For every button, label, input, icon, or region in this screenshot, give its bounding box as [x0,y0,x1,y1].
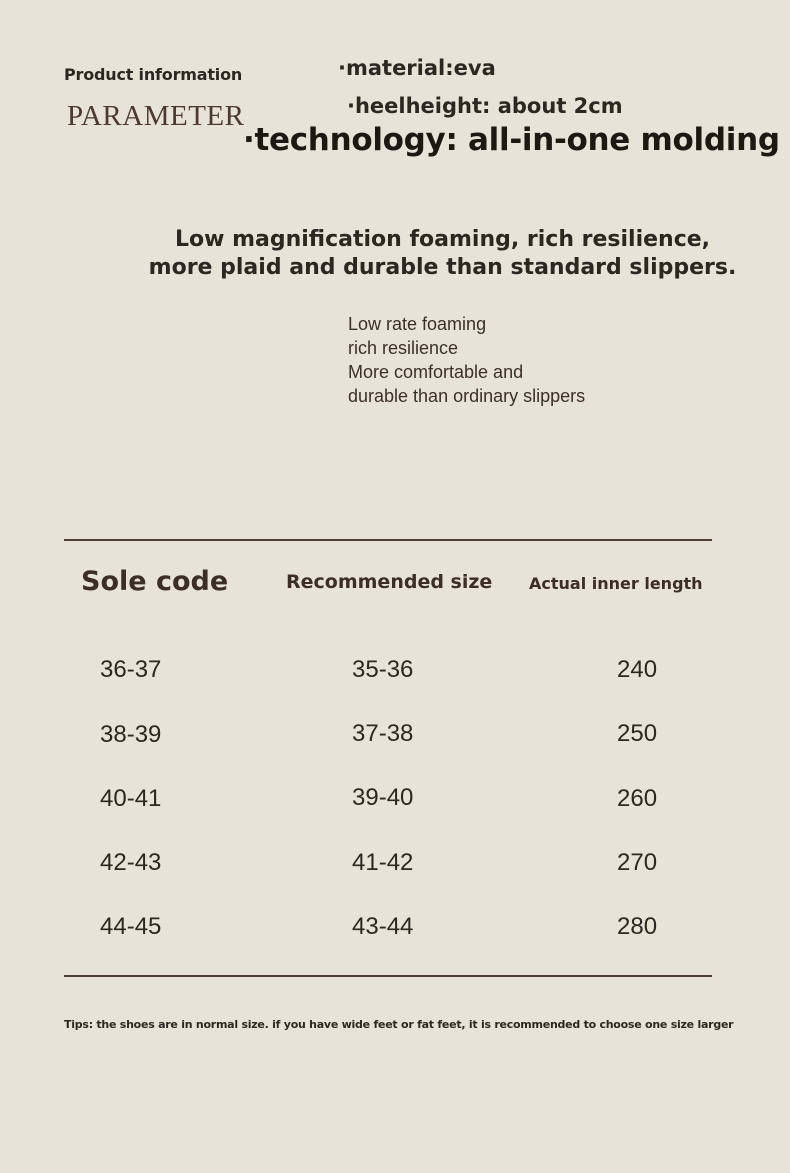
spec-material: ·material:eva [338,56,496,80]
recommended-size-cell: 43-44 [352,913,414,940]
recommended-size-cell: 35-36 [352,656,414,683]
recommended-size-cell: 39-40 [352,784,414,811]
spec-technology: ·technology: all-in-one molding [243,122,780,158]
sole-code-cell: 36-37 [100,656,162,683]
description-line-1: Low rate foaming [348,314,487,334]
header-recommended-size: Recommended size [286,571,493,593]
recommended-size-cell: 41-42 [352,849,414,876]
description [348,312,585,408]
sole-code-cell: 38-39 [100,721,162,748]
inner-length-cell: 270 [617,849,658,876]
inner-length-cell: 280 [617,913,658,940]
inner-length-cell: 240 [617,656,658,683]
header-actual-inner-length: Actual inner length [529,574,703,593]
sole-code-cell: 44-45 [100,913,162,940]
spec-heel-height: ·heelheight: about 2cm [347,94,623,118]
headline-line-2: more plaid and durable than standard slippers. [148,255,737,280]
description-line-2: rich resilience [348,338,459,358]
headline-line-1: Low magnification foaming, rich resilience, [174,227,711,252]
header-sole-code: Sole code [81,566,229,597]
recommended-size-cell: 37-38 [352,720,414,747]
size-tips-note: Tips: the shoes are in normal size. if you have wide feet or fat feet, it is recommended to choose one size larger [64,1018,734,1031]
parameter-title: PARAMETER [67,100,245,132]
table-bottom-rule [64,975,712,977]
description-line-4: durable than ordinary slippers [348,386,586,406]
inner-length-cell: 260 [617,785,658,812]
sole-code-cell: 42-43 [100,849,162,876]
inner-length-cell: 250 [617,720,658,747]
headline [0,226,790,282]
table-top-rule [64,539,712,541]
product-information-label: Product information [64,65,243,84]
sole-code-cell: 40-41 [100,785,162,812]
description-line-3: More comfortable and [348,362,524,382]
